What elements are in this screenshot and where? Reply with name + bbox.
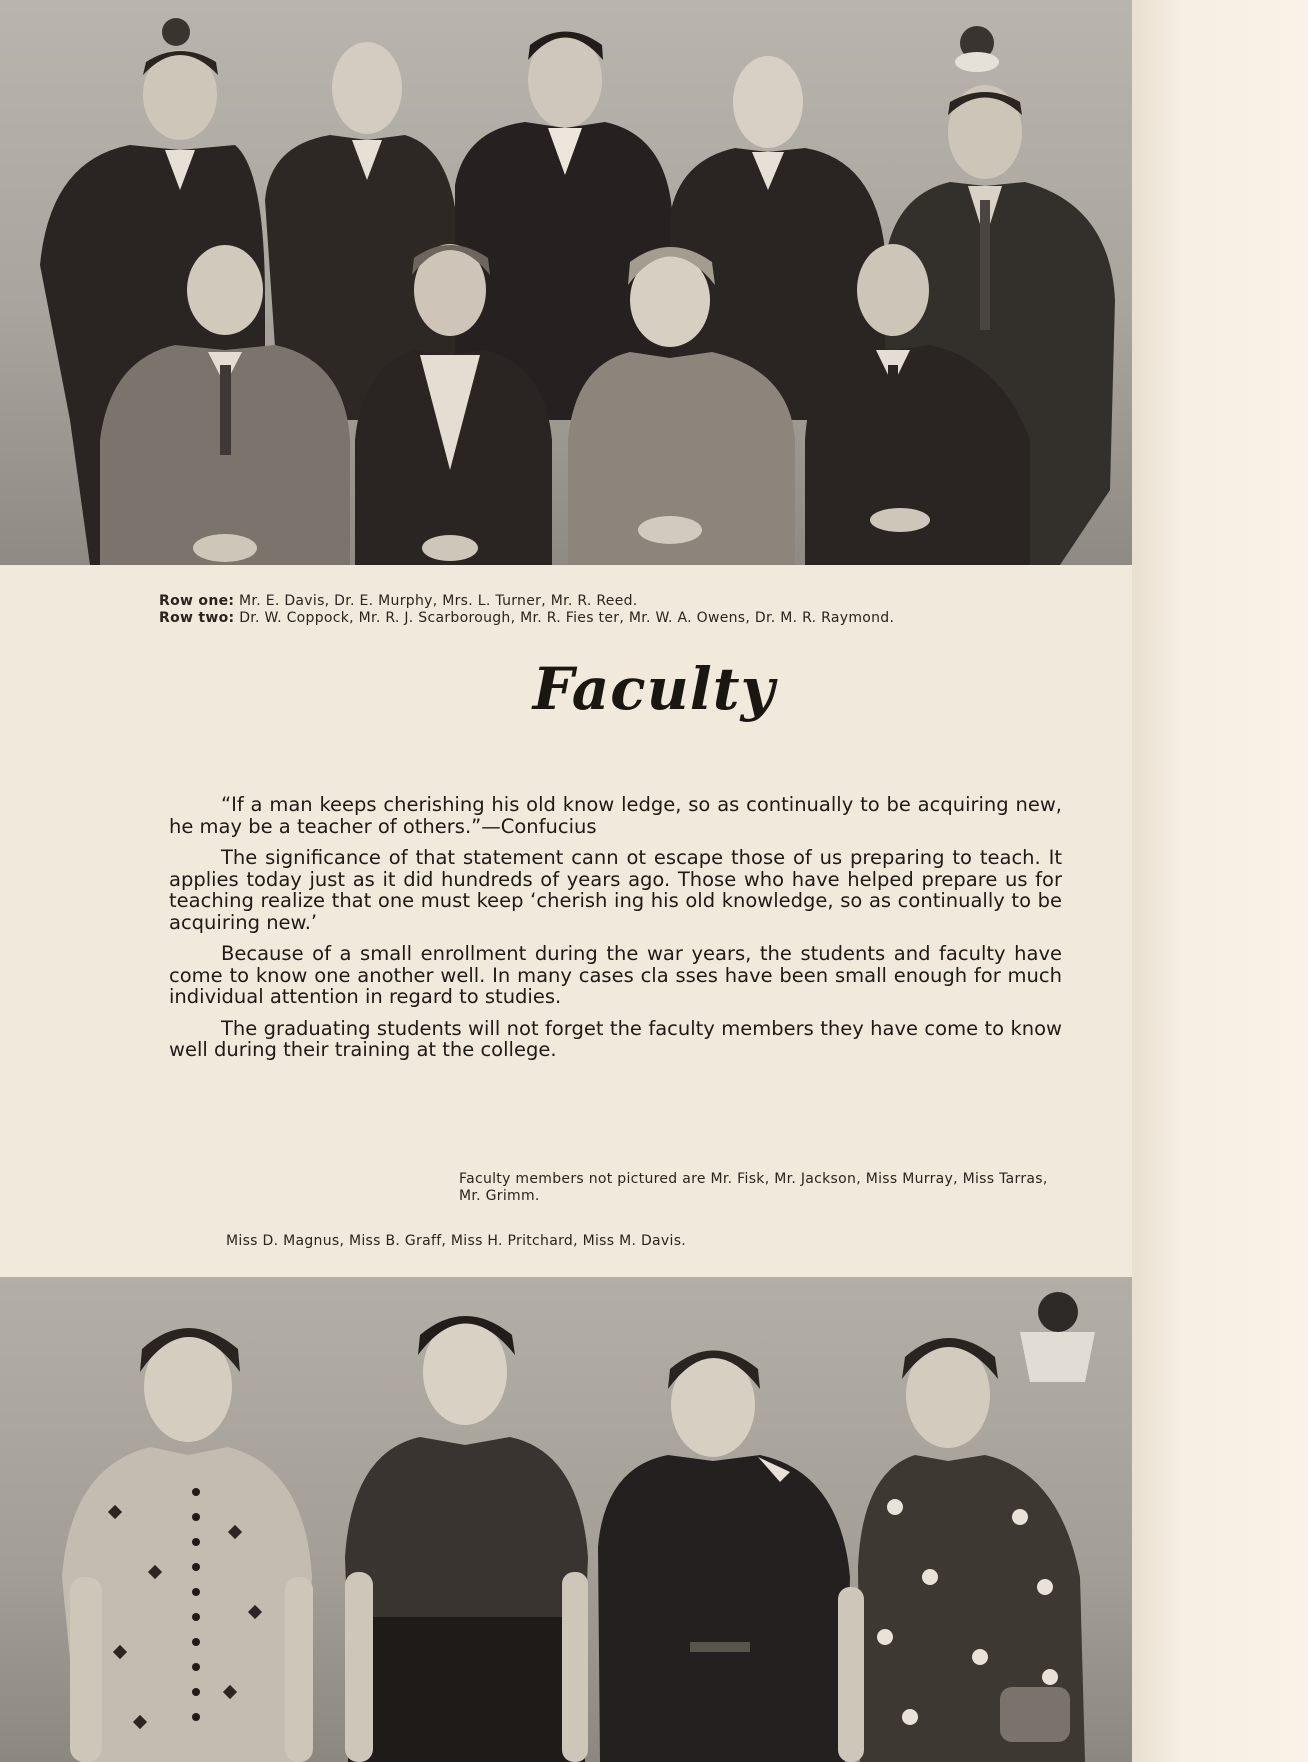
caption-row-one: [159, 593, 894, 610]
top-photo-caption: [159, 593, 894, 627]
caption-row-two-names: Dr. W. Coppock, Mr. R. J. Scarborough, Mr. R. Fies ter, Mr. W. A. Owens, Dr. M. R. Raymond.: [234, 610, 895, 626]
body-paragraph: Because of a small enrollment during the war years, the students and faculty have come to know one another well. In many cases cla sses have been small enough for much individual attention in regard to studies.: [169, 942, 1062, 1008]
caption-row-two: [159, 610, 894, 627]
body-paragraph: The graduating students will not forget the faculty members they have come to know well during their training at the college.: [169, 1016, 1062, 1061]
caption-row-two-label: Row two:: [159, 610, 235, 626]
quote-paragraph: “If a man keeps cherishing his old know ledge, so as continually to be acquiring new, he may be a teacher of others.”—Confucius: [169, 793, 1062, 838]
body-paragraph: The significance of that statement cann ot escape those of us preparing to teach. It applies today just as it did hundreds of years ago. Those who have helped prepare us for teaching realize that one must keep ‘cherish ing his old knowledge, so as continually to be acquiring new.’: [169, 846, 1062, 934]
caption-row-one-names: Mr. E. Davis, Dr. E. Murphy, Mrs. L. Turner, Mr. R. Reed.: [234, 593, 638, 609]
bottom-photo-caption: Miss D. Magnus, Miss B. Graff, Miss H. Pritchard, Miss M. Davis.: [226, 1233, 687, 1249]
page-title: Faculty: [532, 655, 776, 723]
page-margin: [1132, 0, 1308, 1762]
caption-row-one-label: Row one:: [159, 593, 235, 609]
not-pictured-note: Faculty members not pictured are Mr. Fisk, Mr. Jackson, Miss Murray, Miss Tarras, Mr. Grimm.: [459, 1171, 1048, 1204]
faculty-group-photo-top: [0, 0, 1132, 565]
faculty-group-photo-bottom: [0, 1277, 1132, 1762]
article-body: [169, 794, 1062, 1071]
